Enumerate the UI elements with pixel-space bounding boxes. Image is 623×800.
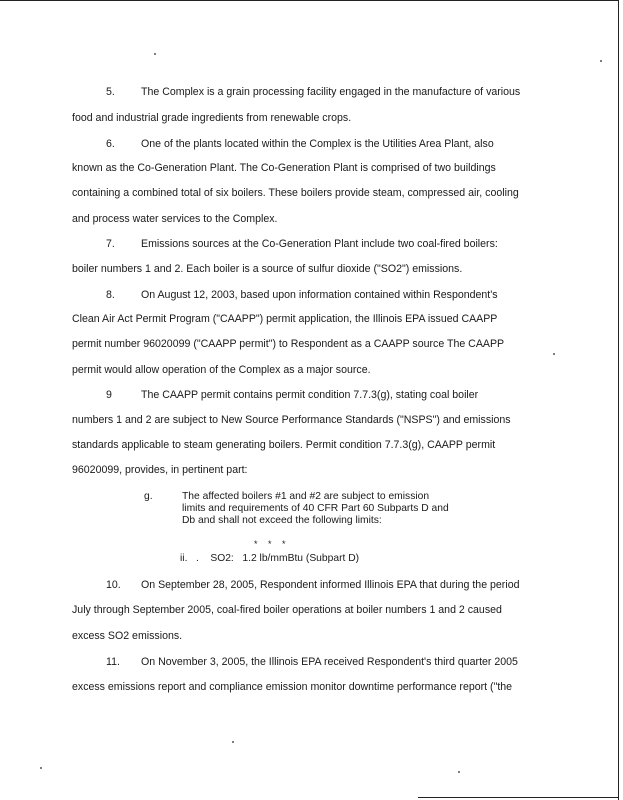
scan-speck <box>553 353 555 355</box>
quote-line-1: The affected boilers #1 and #2 are subject to emission <box>182 491 430 502</box>
paragraph-8-line-2: Clean Air Act Permit Program ("CAAPP") permit application, the Illinois EPA issued CAAPP <box>72 313 498 325</box>
paragraph-9-number: 9 <box>106 389 112 401</box>
paragraph-10-number: 10. <box>106 579 121 591</box>
paragraph-10-line-3: excess SO2 emissions. <box>72 630 183 642</box>
quote-line-3: Db and shall not exceed the following limits: <box>182 515 382 526</box>
paragraph-6-line-2: known as the Co-Generation Plant. The Co-Generation Plant is comprised of two buildings <box>72 162 496 174</box>
quote-item-letter: g. <box>144 491 153 502</box>
paragraph-11-line-1: On November 3, 2005, the Illinois EPA received Respondent's third quarter 2005 <box>141 656 518 668</box>
paragraph-9-line-2: numbers 1 and 2 are subject to New Source Performance Standards ("NSPS") and emissions <box>72 414 511 426</box>
quote-so2-limit: ii. . SO2: 1.2 lb/mmBtu (Subpart D) <box>180 553 360 564</box>
paragraph-7-line-2: boiler numbers 1 and 2. Each boiler is a source of sulfur dioxide ("SO2") emissions. <box>72 263 463 275</box>
paragraph-5-line-1: The Complex is a grain processing facility engaged in the manufacture of various <box>141 86 521 98</box>
paragraph-5-line-2: food and industrial grade ingredients from renewable crops. <box>72 112 352 124</box>
paragraph-6-line-3: containing a combined total of six boilers. These boilers provide steam, compressed air, cooling <box>72 187 519 199</box>
paragraph-9-line-1: The CAAPP permit contains permit condition 7.7.3(g), stating coal boiler <box>141 389 479 401</box>
scan-border-top <box>0 0 619 1</box>
paragraph-10-line-1: On September 28, 2005, Respondent informed Illinois EPA that during the period <box>141 579 520 591</box>
paragraph-8-number: 8. <box>106 289 115 301</box>
paragraph-8-line-3: permit number 96020099 ("CAAPP permit") to Respondent as a CAAPP source The CAAPP <box>72 338 505 350</box>
paragraph-8-line-1: On August 12, 2003, based upon information contained within Respondent's <box>141 289 498 301</box>
paragraph-11-number: 11. <box>106 656 120 668</box>
scan-speck <box>154 53 156 55</box>
quote-ellipsis-stars: * * * <box>254 539 290 549</box>
scan-speck <box>600 60 602 62</box>
quote-line-2: limits and requirements of 40 CFR Part 60 Subparts D and <box>182 503 449 514</box>
scan-speck <box>232 741 234 743</box>
paragraph-6-line-1: One of the plants located within the Complex is the Utilities Area Plant, also <box>141 138 494 150</box>
paragraph-11-line-2: excess emissions report and compliance emission monitor downtime performance report ("the <box>72 681 513 693</box>
paragraph-9-line-3: standards applicable to steam generating boilers. Permit condition 7.7.3(g), CAAPP permit <box>72 439 496 451</box>
paragraph-10-line-2: July through September 2005, coal-fired boiler operations at boiler numbers 1 and 2 caused <box>72 604 502 616</box>
paragraph-5-number: 5. <box>106 86 115 98</box>
paragraph-6-line-4: and process water services to the Complex. <box>72 213 278 225</box>
scan-speck <box>40 767 42 769</box>
scan-border-bottom <box>418 797 619 798</box>
paragraph-9-line-4: 96020099, provides, in pertinent part: <box>72 464 248 476</box>
paragraph-7-line-1: Emissions sources at the Co-Generation Plant include two coal-fired boilers: <box>141 238 498 250</box>
scan-speck <box>458 771 460 773</box>
paragraph-8-line-4: permit would allow operation of the Complex as a major source. <box>72 364 371 376</box>
paragraph-6-number: 6. <box>106 138 115 150</box>
paragraph-7-number: 7. <box>106 238 115 250</box>
